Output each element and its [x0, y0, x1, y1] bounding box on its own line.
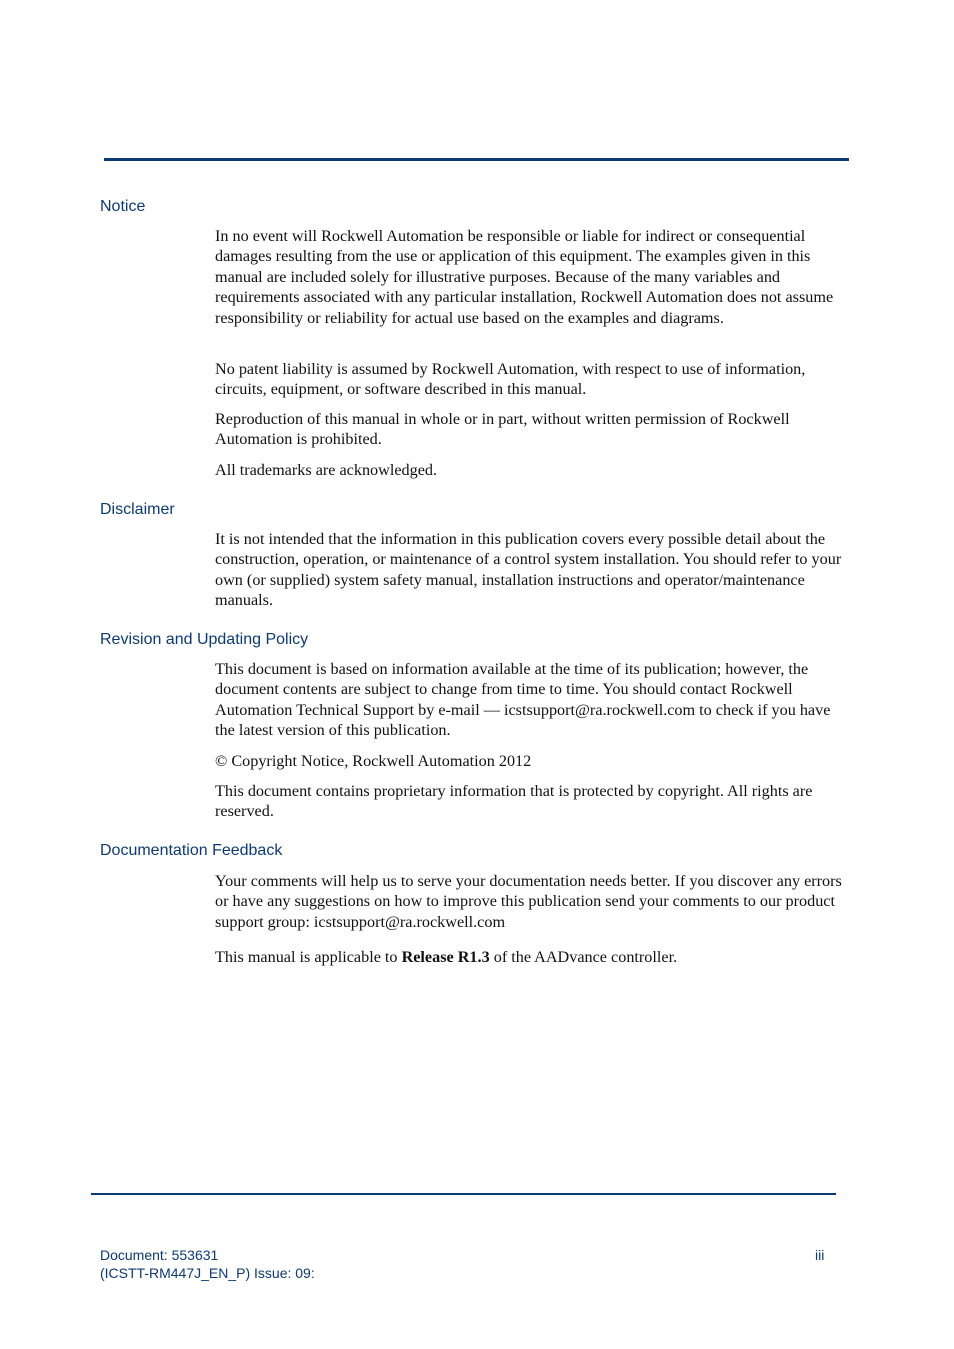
notice-heading: Notice	[100, 198, 146, 215]
revision-heading: Revision and Updating Policy	[100, 631, 309, 648]
release-statement-suffix: of the AADvance controller.	[489, 948, 678, 966]
release-statement	[215, 947, 847, 967]
copyright-notice: © Copyright Notice, Rockwell Automation 2012	[215, 752, 532, 770]
notice-paragraph-4: All trademarks are acknowledged.	[215, 461, 438, 479]
footer-page-number: iii	[815, 1247, 825, 1263]
footer-document-number: Document: 553631	[100, 1247, 219, 1263]
notice-paragraph-3: Reproduction of this manual in whole or in part, without written permission of Rockwell Automation is prohibited.	[215, 410, 790, 449]
disclaimer-paragraph-1: It is not intended that the information in this publication covers every possible detail about the construction, operation, or maintenance of a control system installation. You should refer to your own (or supplied) system safety manual, installation instructions and operator/maintenance manuals.	[215, 530, 842, 610]
disclaimer-heading: Disclaimer	[100, 501, 175, 518]
footer-issue: (ICSTT-RM447J_EN_P) Issue: 09:	[100, 1265, 315, 1281]
release-version: Release R1.3	[401, 948, 490, 966]
footer-rule	[91, 1193, 836, 1195]
feedback-heading: Documentation Feedback	[100, 842, 283, 859]
notice-paragraph-2: No patent liability is assumed by Rockwell Automation, with respect to use of information, circuits, equipment, or software described in this manual.	[215, 360, 806, 399]
release-statement-prefix: This manual is applicable to	[215, 948, 402, 966]
revision-paragraph-3: This document contains proprietary information that is protected by copyright. All rights are reserved.	[215, 782, 813, 821]
header-rule	[104, 158, 849, 161]
revision-paragraph-1: This document is based on information available at the time of its publication; however, the document contents are subject to change from time to time. You should contact Rockwell Automation Technical Support by e-mail — icstsupport@ra.rockwell.com to check if you have the latest version of this publication.	[215, 660, 831, 740]
notice-paragraph-1: In no event will Rockwell Automation be responsible or liable for indirect or consequential damages resulting from the use or application of this equipment. The examples given in this manual are included solely for illustrative purposes. Because of the many variables and requirements associated with any particular installation, Rockwell Automation does not assume responsibility or reliability for actual use based on the examples and diagrams.	[215, 227, 834, 327]
feedback-paragraph-1: Your comments will help us to serve your documentation needs better. If you discover any errors or have any suggestions on how to improve this publication send your comments to our product support group: icstsupport@ra.rockwell.com	[215, 872, 842, 931]
